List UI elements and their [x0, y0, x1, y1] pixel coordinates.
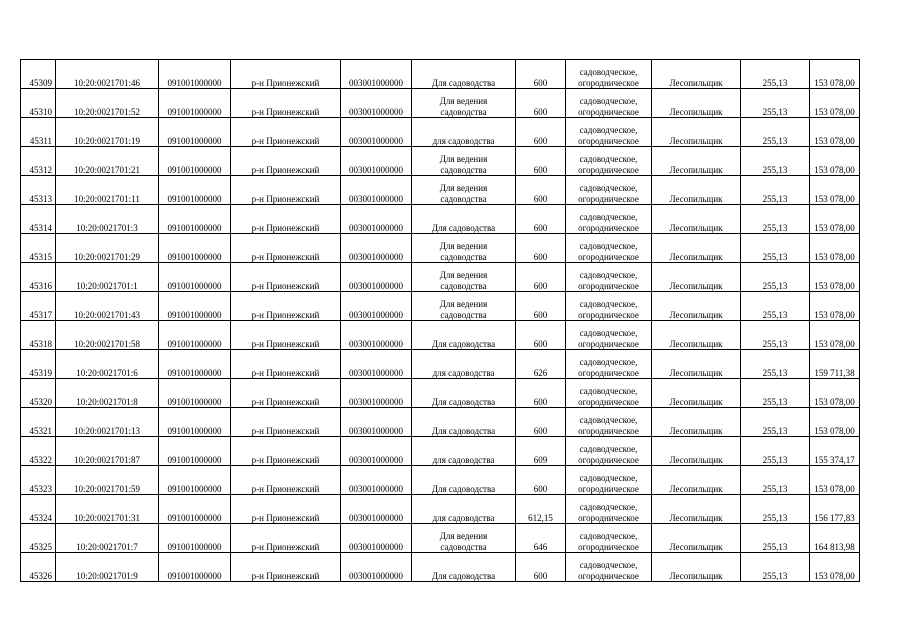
permitted-use-line: Для ведения [439, 241, 488, 251]
land-category-cell [566, 89, 652, 118]
cadastral-number-cell: 10:20:0021701:43 [56, 292, 159, 321]
okato-code-cell: 091001000000 [159, 234, 231, 263]
specific-value-cell: 255,13 [741, 118, 810, 147]
settlement-name-cell: Лесопильщик [652, 321, 741, 350]
settlement-name-cell: Лесопильщик [652, 466, 741, 495]
land-category-line: огородническое [578, 106, 639, 117]
area-cell: 600 [516, 292, 566, 321]
cadastral-value-cell: 153 078,00 [810, 89, 860, 118]
table-row [21, 234, 860, 263]
land-category-line: садоводческое, [579, 386, 638, 396]
specific-value-cell: 255,13 [741, 379, 810, 408]
oktmo-code-cell: 003001000000 [341, 89, 412, 118]
district-cell: р-н Прионежский [231, 118, 341, 147]
settlement-name-cell: Лесопильщик [652, 437, 741, 466]
area-cell: 600 [516, 205, 566, 234]
oktmo-code-cell: 003001000000 [341, 292, 412, 321]
land-category-line: садоводческое, [579, 183, 638, 193]
okato-code-cell: 091001000000 [159, 60, 231, 89]
okato-code-cell: 091001000000 [159, 147, 231, 176]
area-cell: 600 [516, 408, 566, 437]
oktmo-code-cell: 003001000000 [341, 234, 412, 263]
row-number-cell: 45310 [21, 89, 56, 118]
land-category-cell [566, 379, 652, 408]
land-category-cell [566, 234, 652, 263]
area-cell: 600 [516, 263, 566, 292]
row-number-cell: 45312 [21, 147, 56, 176]
oktmo-code-cell: 003001000000 [341, 263, 412, 292]
settlement-name-cell: Лесопильщик [652, 234, 741, 263]
row-number-cell: 45314 [21, 205, 56, 234]
land-category-line: огородническое [578, 338, 639, 349]
cadastral-number-cell: 10:20:0021701:87 [56, 437, 159, 466]
land-category-line: садоводческое, [579, 328, 638, 338]
specific-value-cell: 255,13 [741, 495, 810, 524]
cadastral-value-cell: 153 078,00 [810, 408, 860, 437]
oktmo-code-cell: 003001000000 [341, 321, 412, 350]
land-category-cell [566, 176, 652, 205]
specific-value-cell: 255,13 [741, 553, 810, 582]
permitted-use-line: Для садоводства [431, 77, 496, 88]
permitted-use-line: для садоводства [432, 454, 495, 465]
oktmo-code-cell: 003001000000 [341, 60, 412, 89]
area-cell: 600 [516, 147, 566, 176]
cadastral-number-cell: 10:20:0021701:46 [56, 60, 159, 89]
land-category-line: садоводческое, [579, 67, 638, 77]
land-category-line: огородническое [578, 570, 639, 581]
row-number-cell: 45317 [21, 292, 56, 321]
district-cell: р-н Прионежский [231, 263, 341, 292]
permitted-use-line: Для ведения [439, 96, 488, 106]
permitted-use-cell [412, 466, 516, 495]
permitted-use-cell [412, 89, 516, 118]
permitted-use-cell [412, 350, 516, 379]
row-number-cell: 45315 [21, 234, 56, 263]
permitted-use-line: Для садоводства [431, 425, 496, 436]
land-category-line: садоводческое, [579, 96, 638, 106]
table-row [21, 408, 860, 437]
permitted-use-cell [412, 495, 516, 524]
cadastral-value-cell: 164 813,98 [810, 524, 860, 553]
settlement-name-cell: Лесопильщик [652, 379, 741, 408]
land-category-line: огородническое [578, 309, 639, 320]
permitted-use-line: садоводства [440, 280, 487, 291]
table-row [21, 437, 860, 466]
table-row [21, 147, 860, 176]
oktmo-code-cell: 003001000000 [341, 147, 412, 176]
oktmo-code-cell: 003001000000 [341, 495, 412, 524]
cadastral-value-cell: 153 078,00 [810, 466, 860, 495]
cadastral-value-cell: 153 078,00 [810, 553, 860, 582]
cadastral-number-cell: 10:20:0021701:52 [56, 89, 159, 118]
settlement-name-cell: Лесопильщик [652, 553, 741, 582]
oktmo-code-cell: 003001000000 [341, 350, 412, 379]
land-category-cell [566, 408, 652, 437]
district-cell: р-н Прионежский [231, 524, 341, 553]
specific-value-cell: 255,13 [741, 466, 810, 495]
table-row [21, 205, 860, 234]
row-number-cell: 45321 [21, 408, 56, 437]
okato-code-cell: 091001000000 [159, 350, 231, 379]
land-category-line: садоводческое, [579, 241, 638, 251]
row-number-cell: 45316 [21, 263, 56, 292]
specific-value-cell: 255,13 [741, 321, 810, 350]
specific-value-cell: 255,13 [741, 437, 810, 466]
oktmo-code-cell: 003001000000 [341, 176, 412, 205]
permitted-use-cell [412, 408, 516, 437]
land-category-line: садоводческое, [579, 212, 638, 222]
specific-value-cell: 255,13 [741, 89, 810, 118]
specific-value-cell: 255,13 [741, 60, 810, 89]
permitted-use-line: Для садоводства [431, 222, 496, 233]
land-category-line: садоводческое, [579, 444, 638, 454]
permitted-use-cell [412, 292, 516, 321]
area-cell: 600 [516, 553, 566, 582]
row-number-cell: 45313 [21, 176, 56, 205]
district-cell: р-н Прионежский [231, 437, 341, 466]
land-category-line: садоводческое, [579, 299, 638, 309]
cadastral-number-cell: 10:20:0021701:11 [56, 176, 159, 205]
row-number-cell: 45324 [21, 495, 56, 524]
permitted-use-line: садоводства [440, 164, 487, 175]
cadastral-number-cell: 10:20:0021701:7 [56, 524, 159, 553]
settlement-name-cell: Лесопильщик [652, 350, 741, 379]
cadastral-number-cell: 10:20:0021701:1 [56, 263, 159, 292]
okato-code-cell: 091001000000 [159, 495, 231, 524]
permitted-use-line: Для ведения [439, 299, 488, 309]
oktmo-code-cell: 003001000000 [341, 205, 412, 234]
oktmo-code-cell: 003001000000 [341, 118, 412, 147]
area-cell: 612,15 [516, 495, 566, 524]
settlement-name-cell: Лесопильщик [652, 205, 741, 234]
okato-code-cell: 091001000000 [159, 321, 231, 350]
cadastral-value-cell: 153 078,00 [810, 379, 860, 408]
land-category-line: огородническое [578, 164, 639, 175]
specific-value-cell: 255,13 [741, 263, 810, 292]
permitted-use-line: Для ведения [439, 270, 488, 280]
permitted-use-line: для садоводства [432, 367, 495, 378]
specific-value-cell: 255,13 [741, 205, 810, 234]
cadastral-number-cell: 10:20:0021701:3 [56, 205, 159, 234]
permitted-use-cell [412, 60, 516, 89]
cadastral-value-cell: 155 374,17 [810, 437, 860, 466]
cadastral-number-cell: 10:20:0021701:13 [56, 408, 159, 437]
area-cell: 600 [516, 234, 566, 263]
area-cell: 646 [516, 524, 566, 553]
permitted-use-cell [412, 553, 516, 582]
district-cell: р-н Прионежский [231, 147, 341, 176]
row-number-cell: 45311 [21, 118, 56, 147]
area-cell: 600 [516, 89, 566, 118]
land-category-line: огородническое [578, 135, 639, 146]
cadastral-number-cell: 10:20:0021701:19 [56, 118, 159, 147]
cadastral-number-cell: 10:20:0021701:31 [56, 495, 159, 524]
okato-code-cell: 091001000000 [159, 176, 231, 205]
table-row [21, 553, 860, 582]
land-category-cell [566, 524, 652, 553]
permitted-use-cell [412, 437, 516, 466]
land-category-cell [566, 350, 652, 379]
cadastral-value-cell: 153 078,00 [810, 292, 860, 321]
settlement-name-cell: Лесопильщик [652, 263, 741, 292]
row-number-cell: 45325 [21, 524, 56, 553]
okato-code-cell: 091001000000 [159, 466, 231, 495]
cadastral-number-cell: 10:20:0021701:58 [56, 321, 159, 350]
oktmo-code-cell: 003001000000 [341, 553, 412, 582]
land-category-line: садоводческое, [579, 531, 638, 541]
land-category-line: огородническое [578, 396, 639, 407]
permitted-use-line: Для садоводства [431, 570, 496, 581]
land-category-line: огородническое [578, 280, 639, 291]
specific-value-cell: 255,13 [741, 234, 810, 263]
cadastral-value-cell: 153 078,00 [810, 147, 860, 176]
oktmo-code-cell: 003001000000 [341, 524, 412, 553]
permitted-use-cell [412, 176, 516, 205]
area-cell: 609 [516, 437, 566, 466]
row-number-cell: 45326 [21, 553, 56, 582]
permitted-use-cell [412, 234, 516, 263]
permitted-use-line: для садоводства [432, 512, 495, 523]
land-category-line: садоводческое, [579, 560, 638, 570]
okato-code-cell: 091001000000 [159, 524, 231, 553]
district-cell: р-н Прионежский [231, 234, 341, 263]
specific-value-cell: 255,13 [741, 350, 810, 379]
cadastral-value-cell: 159 711,38 [810, 350, 860, 379]
land-category-line: огородническое [578, 193, 639, 204]
settlement-name-cell: Лесопильщик [652, 495, 741, 524]
district-cell: р-н Прионежский [231, 292, 341, 321]
specific-value-cell: 255,13 [741, 292, 810, 321]
table-row [21, 118, 860, 147]
table-row [21, 379, 860, 408]
table-row [21, 495, 860, 524]
okato-code-cell: 091001000000 [159, 205, 231, 234]
row-number-cell: 45320 [21, 379, 56, 408]
cadastral-value-cell: 156 177,83 [810, 495, 860, 524]
table-row [21, 292, 860, 321]
district-cell: р-н Прионежский [231, 176, 341, 205]
permitted-use-line: Для садоводства [431, 338, 496, 349]
permitted-use-line: садоводства [440, 251, 487, 262]
oktmo-code-cell: 003001000000 [341, 437, 412, 466]
cadastral-number-cell: 10:20:0021701:21 [56, 147, 159, 176]
permitted-use-line: садоводства [440, 541, 487, 552]
area-cell: 600 [516, 379, 566, 408]
permitted-use-cell [412, 205, 516, 234]
oktmo-code-cell: 003001000000 [341, 408, 412, 437]
land-category-line: садоводческое, [579, 415, 638, 425]
okato-code-cell: 091001000000 [159, 118, 231, 147]
land-category-line: огородническое [578, 454, 639, 465]
oktmo-code-cell: 003001000000 [341, 466, 412, 495]
specific-value-cell: 255,13 [741, 408, 810, 437]
cadastral-value-cell: 153 078,00 [810, 176, 860, 205]
settlement-name-cell: Лесопильщик [652, 60, 741, 89]
land-category-line: садоводческое, [579, 502, 638, 512]
district-cell: р-н Прионежский [231, 466, 341, 495]
permitted-use-cell [412, 147, 516, 176]
land-category-cell [566, 147, 652, 176]
area-cell: 600 [516, 118, 566, 147]
specific-value-cell: 255,13 [741, 524, 810, 553]
okato-code-cell: 091001000000 [159, 553, 231, 582]
table-row [21, 89, 860, 118]
settlement-name-cell: Лесопильщик [652, 89, 741, 118]
row-number-cell: 45318 [21, 321, 56, 350]
cadastral-value-cell: 153 078,00 [810, 321, 860, 350]
land-category-cell [566, 437, 652, 466]
land-category-line: огородническое [578, 483, 639, 494]
permitted-use-line: Для ведения [439, 531, 488, 541]
district-cell: р-н Прионежский [231, 321, 341, 350]
area-cell: 600 [516, 176, 566, 205]
okato-code-cell: 091001000000 [159, 263, 231, 292]
row-number-cell: 45323 [21, 466, 56, 495]
permitted-use-line: Для садоводства [431, 483, 496, 494]
area-cell: 600 [516, 60, 566, 89]
settlement-name-cell: Лесопильщик [652, 524, 741, 553]
permitted-use-line: Для ведения [439, 183, 488, 193]
settlement-name-cell: Лесопильщик [652, 118, 741, 147]
table-row [21, 524, 860, 553]
land-category-cell [566, 495, 652, 524]
district-cell: р-н Прионежский [231, 350, 341, 379]
permitted-use-cell [412, 263, 516, 292]
land-category-line: огородническое [578, 251, 639, 262]
permitted-use-line: Для ведения [439, 154, 488, 164]
land-category-line: садоводческое, [579, 154, 638, 164]
okato-code-cell: 091001000000 [159, 292, 231, 321]
cadastral-number-cell: 10:20:0021701:8 [56, 379, 159, 408]
cadastral-value-cell: 153 078,00 [810, 205, 860, 234]
land-category-cell [566, 263, 652, 292]
specific-value-cell: 255,13 [741, 147, 810, 176]
cadastral-value-cell: 153 078,00 [810, 234, 860, 263]
land-category-cell [566, 205, 652, 234]
permitted-use-line: Для садоводства [431, 396, 496, 407]
district-cell: р-н Прионежский [231, 89, 341, 118]
cadastral-value-cell: 153 078,00 [810, 60, 860, 89]
row-number-cell: 45309 [21, 60, 56, 89]
cadastral-number-cell: 10:20:0021701:6 [56, 350, 159, 379]
row-number-cell: 45322 [21, 437, 56, 466]
land-category-line: огородническое [578, 222, 639, 233]
permitted-use-line: садоводства [440, 309, 487, 320]
area-cell: 626 [516, 350, 566, 379]
permitted-use-line: для садоводства [432, 135, 495, 146]
land-category-line: огородническое [578, 367, 639, 378]
land-category-line: садоводческое, [579, 270, 638, 280]
okato-code-cell: 091001000000 [159, 437, 231, 466]
okato-code-cell: 091001000000 [159, 89, 231, 118]
settlement-name-cell: Лесопильщик [652, 408, 741, 437]
land-category-line: садоводческое, [579, 473, 638, 483]
oktmo-code-cell: 003001000000 [341, 379, 412, 408]
land-category-line: садоводческое, [579, 125, 638, 135]
table-row [21, 466, 860, 495]
permitted-use-line: садоводства [440, 193, 487, 204]
settlement-name-cell: Лесопильщик [652, 176, 741, 205]
permitted-use-line: садоводства [440, 106, 487, 117]
okato-code-cell: 091001000000 [159, 379, 231, 408]
row-number-cell: 45319 [21, 350, 56, 379]
land-category-cell [566, 553, 652, 582]
land-category-cell [566, 466, 652, 495]
table-row [21, 60, 860, 89]
district-cell: р-н Прионежский [231, 495, 341, 524]
land-category-line: огородническое [578, 77, 639, 88]
land-category-line: садоводческое, [579, 357, 638, 367]
land-category-line: огородническое [578, 425, 639, 436]
table-row [21, 350, 860, 379]
table-body [21, 60, 860, 582]
cadastral-number-cell: 10:20:0021701:29 [56, 234, 159, 263]
land-category-line: огородническое [578, 541, 639, 552]
land-category-cell [566, 60, 652, 89]
table-row [21, 263, 860, 292]
district-cell: р-н Прионежский [231, 408, 341, 437]
district-cell: р-н Прионежский [231, 205, 341, 234]
permitted-use-cell [412, 524, 516, 553]
land-category-cell [566, 321, 652, 350]
cadastral-value-table [20, 59, 860, 582]
area-cell: 600 [516, 321, 566, 350]
cadastral-value-cell: 153 078,00 [810, 118, 860, 147]
land-category-line: огородническое [578, 512, 639, 523]
table-row [21, 176, 860, 205]
cadastral-number-cell: 10:20:0021701:59 [56, 466, 159, 495]
permitted-use-cell [412, 321, 516, 350]
district-cell: р-н Прионежский [231, 553, 341, 582]
district-cell: р-н Прионежский [231, 60, 341, 89]
land-category-cell [566, 292, 652, 321]
cadastral-value-cell: 153 078,00 [810, 263, 860, 292]
permitted-use-cell [412, 379, 516, 408]
settlement-name-cell: Лесопильщик [652, 292, 741, 321]
land-category-cell [566, 118, 652, 147]
area-cell: 600 [516, 466, 566, 495]
cadastral-number-cell: 10:20:0021701:9 [56, 553, 159, 582]
settlement-name-cell: Лесопильщик [652, 147, 741, 176]
district-cell: р-н Прионежский [231, 379, 341, 408]
okato-code-cell: 091001000000 [159, 408, 231, 437]
specific-value-cell: 255,13 [741, 176, 810, 205]
table-row [21, 321, 860, 350]
permitted-use-cell [412, 118, 516, 147]
